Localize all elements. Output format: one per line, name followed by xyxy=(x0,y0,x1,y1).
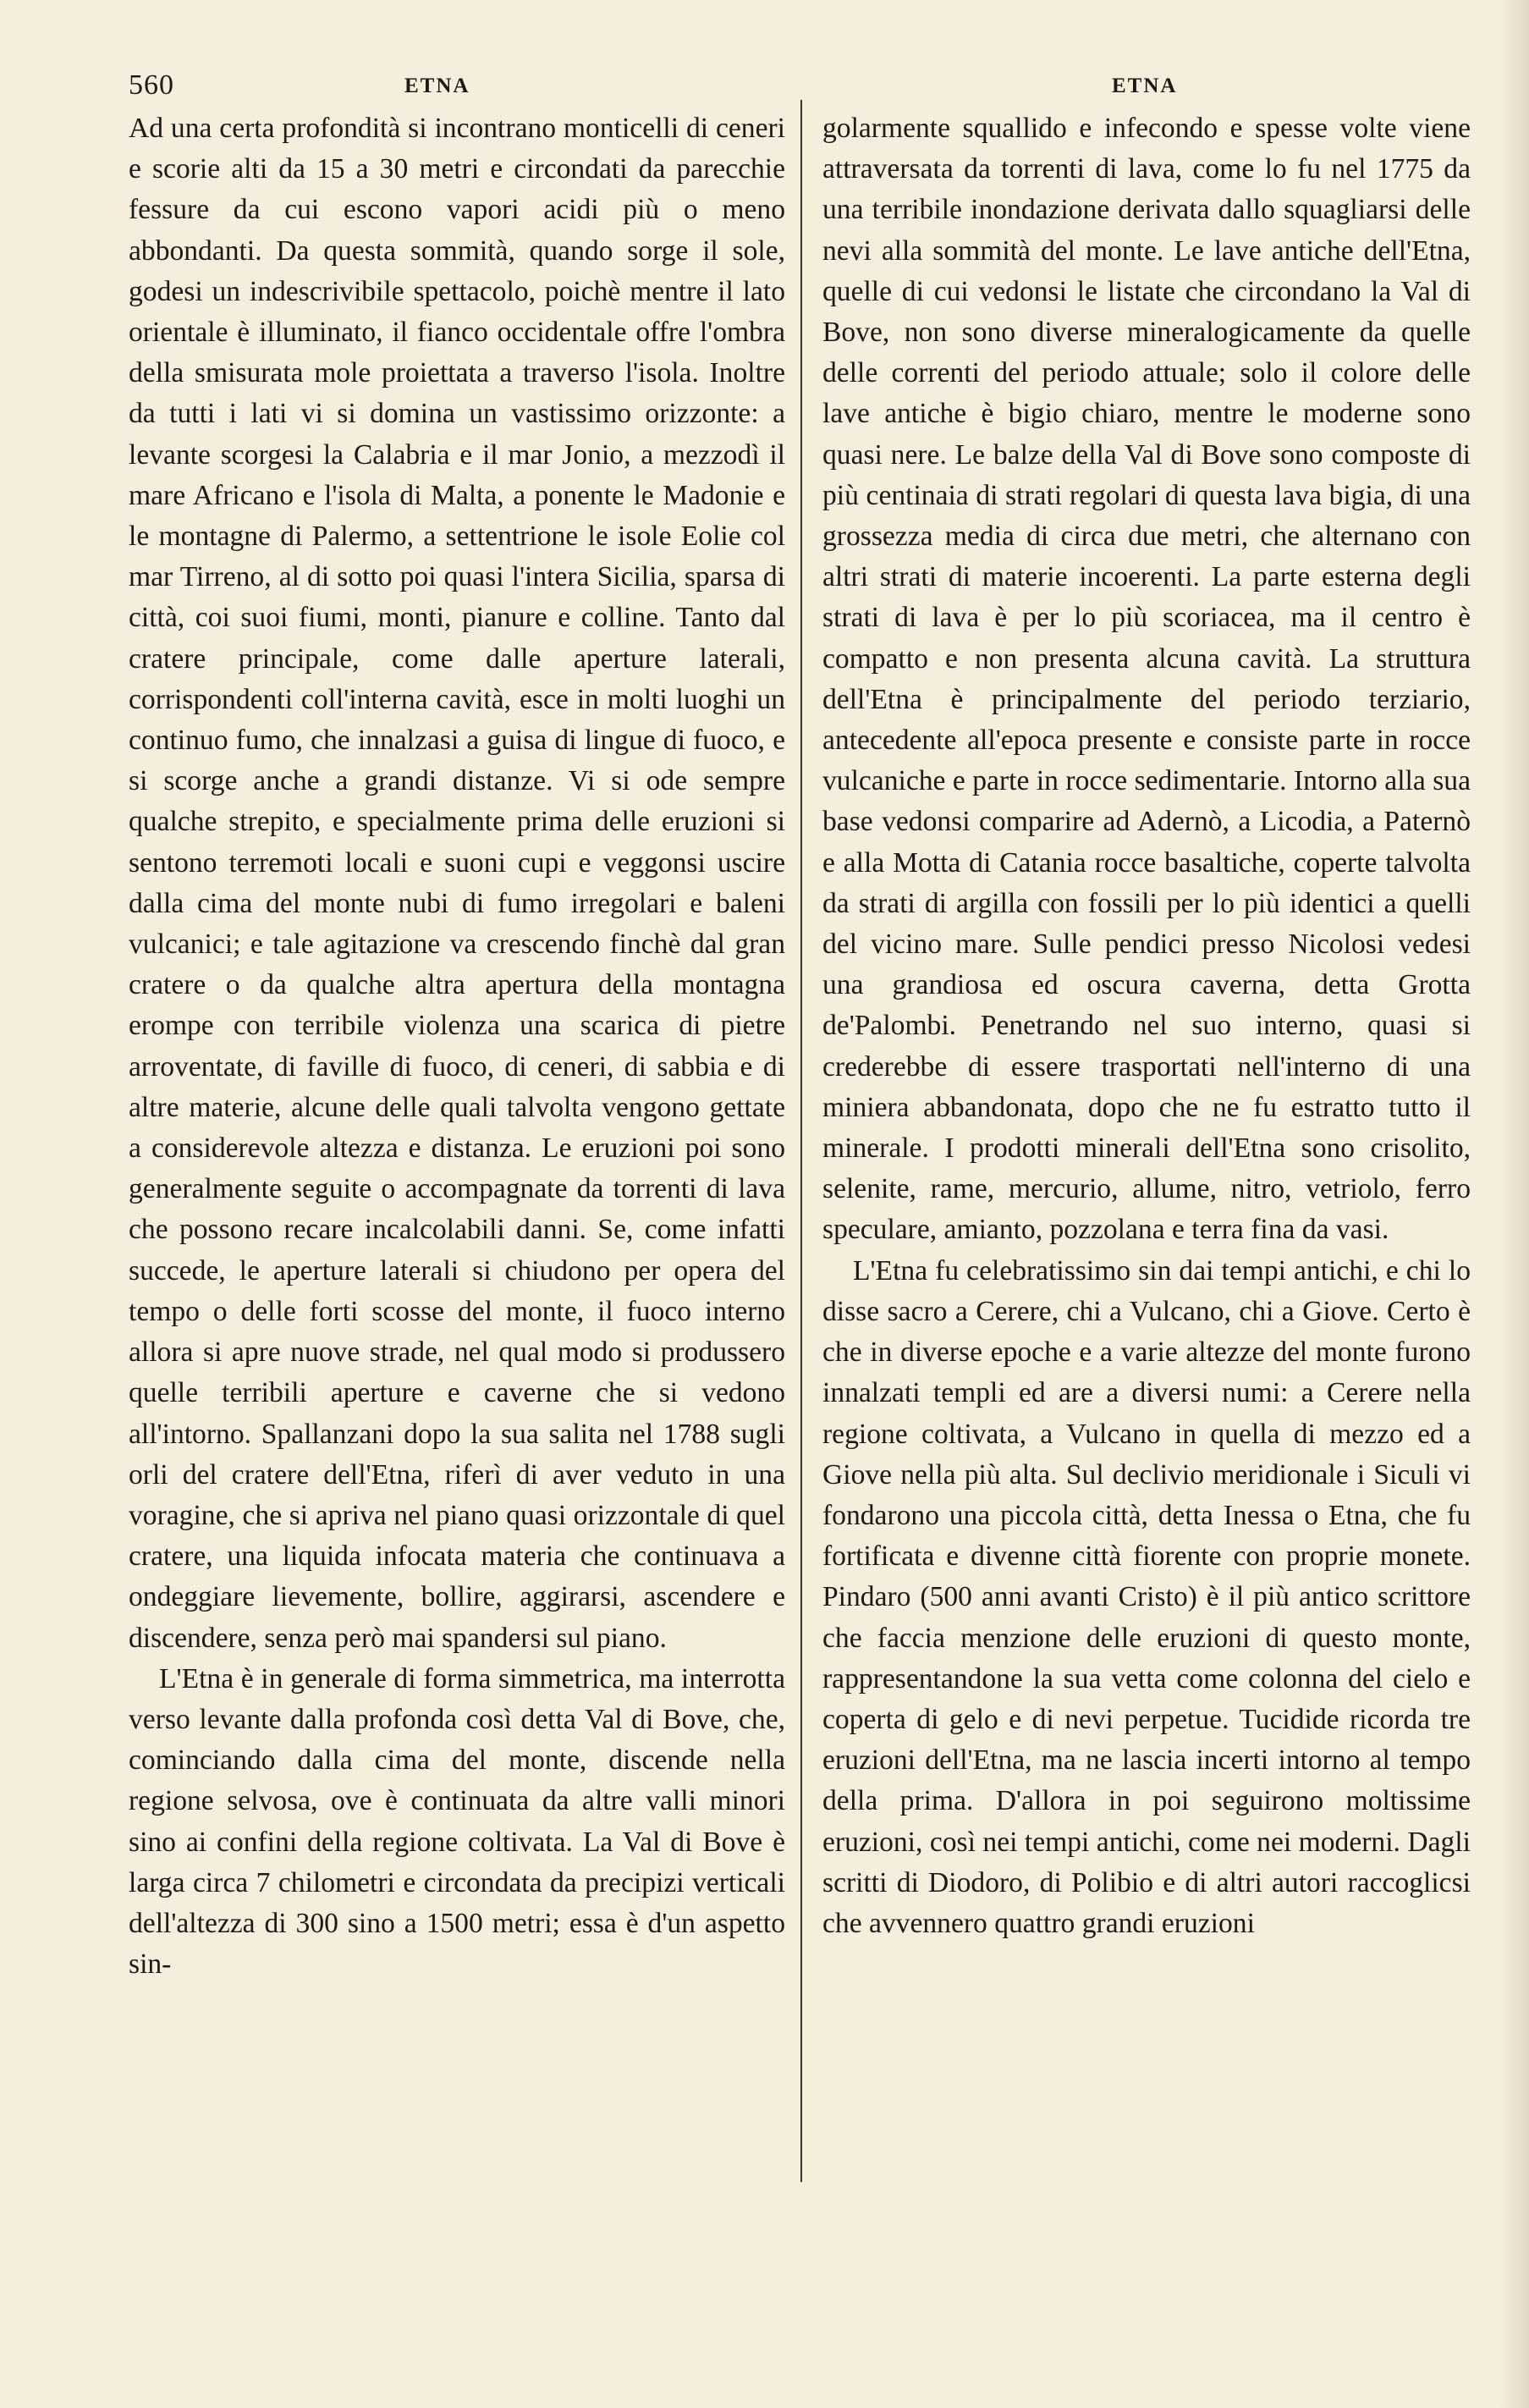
left-column xyxy=(129,108,785,1985)
left-paragraph-1: Ad una certa profondità si incontrano monticelli di ceneri e scorie alti da 15 a 30 metri e circondati da parecchie fessure da cui escono vapori acidi più o meno abbondanti. Da questa sommità, quando sorge il sole, godesi un indescrivibile spettacolo, poichè mentre il lato orientale è illuminato, il fianco occidentale offre l'ombra della smisurata mole proiettata a traverso l'isola. Inoltre da tutti i lati vi si domina un vastissimo orizzonte: a levante scorgesi la Calabria e il mar Jonio, a mezzodì il mare Africano e l'isola di Malta, a ponente le Madonie e le montagne di Palermo, a settentrione le isole Eolie col mar Tirreno, al di sotto poi quasi l'intera Sicilia, sparsa di città, coi suoi fiumi, monti, pianure e colline. Tanto dal cratere principale, come dalle aperture laterali, corrispondenti coll'interna cavità, esce in molti luoghi un continuo fumo, che innalzasi a guisa di lingue di fuoco, e si scorge anche a grandi distanze. Vi si ode sempre qualche strepito, e specialmente prima delle eruzioni si sentono terremoti locali e suoni cupi e veggonsi uscire dalla cima del monte nubi di fumo irregolari e baleni vulcanici; e tale agitazione va crescendo finchè dal gran cratere o da qualche altra apertura della montagna erompe con terribile violenza una scarica di pietre arroventate, di faville di fuoco, di ceneri, di sabbia e di altre materie, alcune delle quali talvolta vengono gettate a considerevole altezza e distanza. Le eruzioni poi sono generalmente seguite o accompagnate da torrenti di lava che possono recare incalcolabili danni. Se, come infatti succede, le aperture laterali si chiudono per opera del tempo o delle forti scosse del monte, il fuoco interno allora si apre nuove strade, nel qual modo si produssero quelle terribili aperture e caverne che si vedono all'intorno. Spallanzani dopo la sua salita nel 1788 sugli orli del cratere dell'Etna, riferì di aver veduto in una voragine, che si apriva nel piano quasi orizzontale di quel cratere, una liquida infocata materia che continuava a ondeggiare lievemente, bollire, aggirarsi, ascendere e discendere, senza però mai spandersi sul piano. xyxy=(129,113,785,1654)
right-paragraph-1: golarmente squallido e infecondo e spesse volte viene attraversata da torrenti di lava, come lo fu nel 1775 da una terribile inondazione derivata dallo squagliarsi delle nevi alla sommità del monte. Le lave antiche dell'Etna, quelle di cui vedonsi le listate che circondano la Val di Bove, non sono diverse mineralogicamente da quelle delle correnti del periodo attuale; solo il colore delle lave antiche è bigio chiaro, mentre le moderne sono quasi nere. Le balze della Val di Bove sono composte di più centinaia di strati regolari di questa lava bigia, di una grossezza media di circa due metri, che alternano con altri strati di materie incoerenti. La parte esterna degli strati di lava è per lo più scoriacea, ma il centro è compatto e non presenta alcuna cavità. La struttura dell'Etna è principalmente del periodo terziario, antecedente all'epoca presente e consiste parte in rocce vulcaniche e parte in rocce sedimentarie. Intorno alla sua base vedonsi comparire ad Adernò, a Licodia, a Paternò e alla Motta di Catania rocce basaltiche, coperte talvolta da strati di argilla con fossili per lo più identici a quelli del vicino mare. Sulle pendici presso Nicolosi vedesi una grandiosa ed oscura caverna, detta Grotta de'Palombi. Penetrando nel suo interno, quasi si crederebbe di essere trasportati nell'interno di una miniera abbandonata, dopo che ne fu estratto tutto il minerale. I prodotti minerali dell'Etna sono crisolito, selenite, rame, mercurio, allume, nitro, vetriolo, ferro speculare, amianto, pozzolana e terra fina da vasi. xyxy=(822,113,1471,1246)
running-head-left: ETNA xyxy=(404,74,470,97)
left-paragraph-2: L'Etna è in generale di forma simmetrica, ma interrotta verso levante dalla profonda così detta Val di Bove, che, cominciando dalla cima del monte, discende nella regione selvosa, ove è continuata da altre valli minori sino ai confini della regione coltivata. La Val di Bove è larga circa 7 chilometri e circondata da precipizi verticali dell'altezza di 300 sino a 1500 metri; essa è d'un aspetto sin- xyxy=(129,1662,785,1981)
page-edge-shadow xyxy=(1499,0,1529,2408)
running-head-right: ETNA xyxy=(1112,74,1178,97)
page-number: 560 xyxy=(129,69,174,101)
right-column xyxy=(822,108,1471,1944)
right-paragraph-2: L'Etna fu celebratissimo sin dai tempi antichi, e chi lo disse sacro a Cerere, chi a Vulcano, chi a Giove. Certo è che in diverse epoche e a varie altezze del monte furono innalzati templi ed are a diversi numi: a Cerere nella regione coltivata, a Vulcano in quella di mezzo ed a Giove nella più alta. Sul declivio meridionale i Siculi vi fondarono una piccola città, detta Inessa o Etna, che fu fortificata e divenne città fiorente con proprie monete. Pindaro (500 anni avanti Cristo) è il più antico scrittore che faccia menzione delle eruzioni di questo monte, rappresentandone la sua vetta come colonna del cielo e coperta di gelo e di nevi perpetue. Tucidide ricorda tre eruzioni dell'Etna, ma ne lascia incerti intorno al tempo della prima. D'allora in poi seguirono moltissime eruzioni, così nei tempi antichi, come nei moderni. Dagli scritti di Diodoro, di Polibio e di altri autori raccoglicsi che avvennero quattro grandi eruzioni xyxy=(822,1254,1471,1939)
column-divider xyxy=(800,100,802,2182)
